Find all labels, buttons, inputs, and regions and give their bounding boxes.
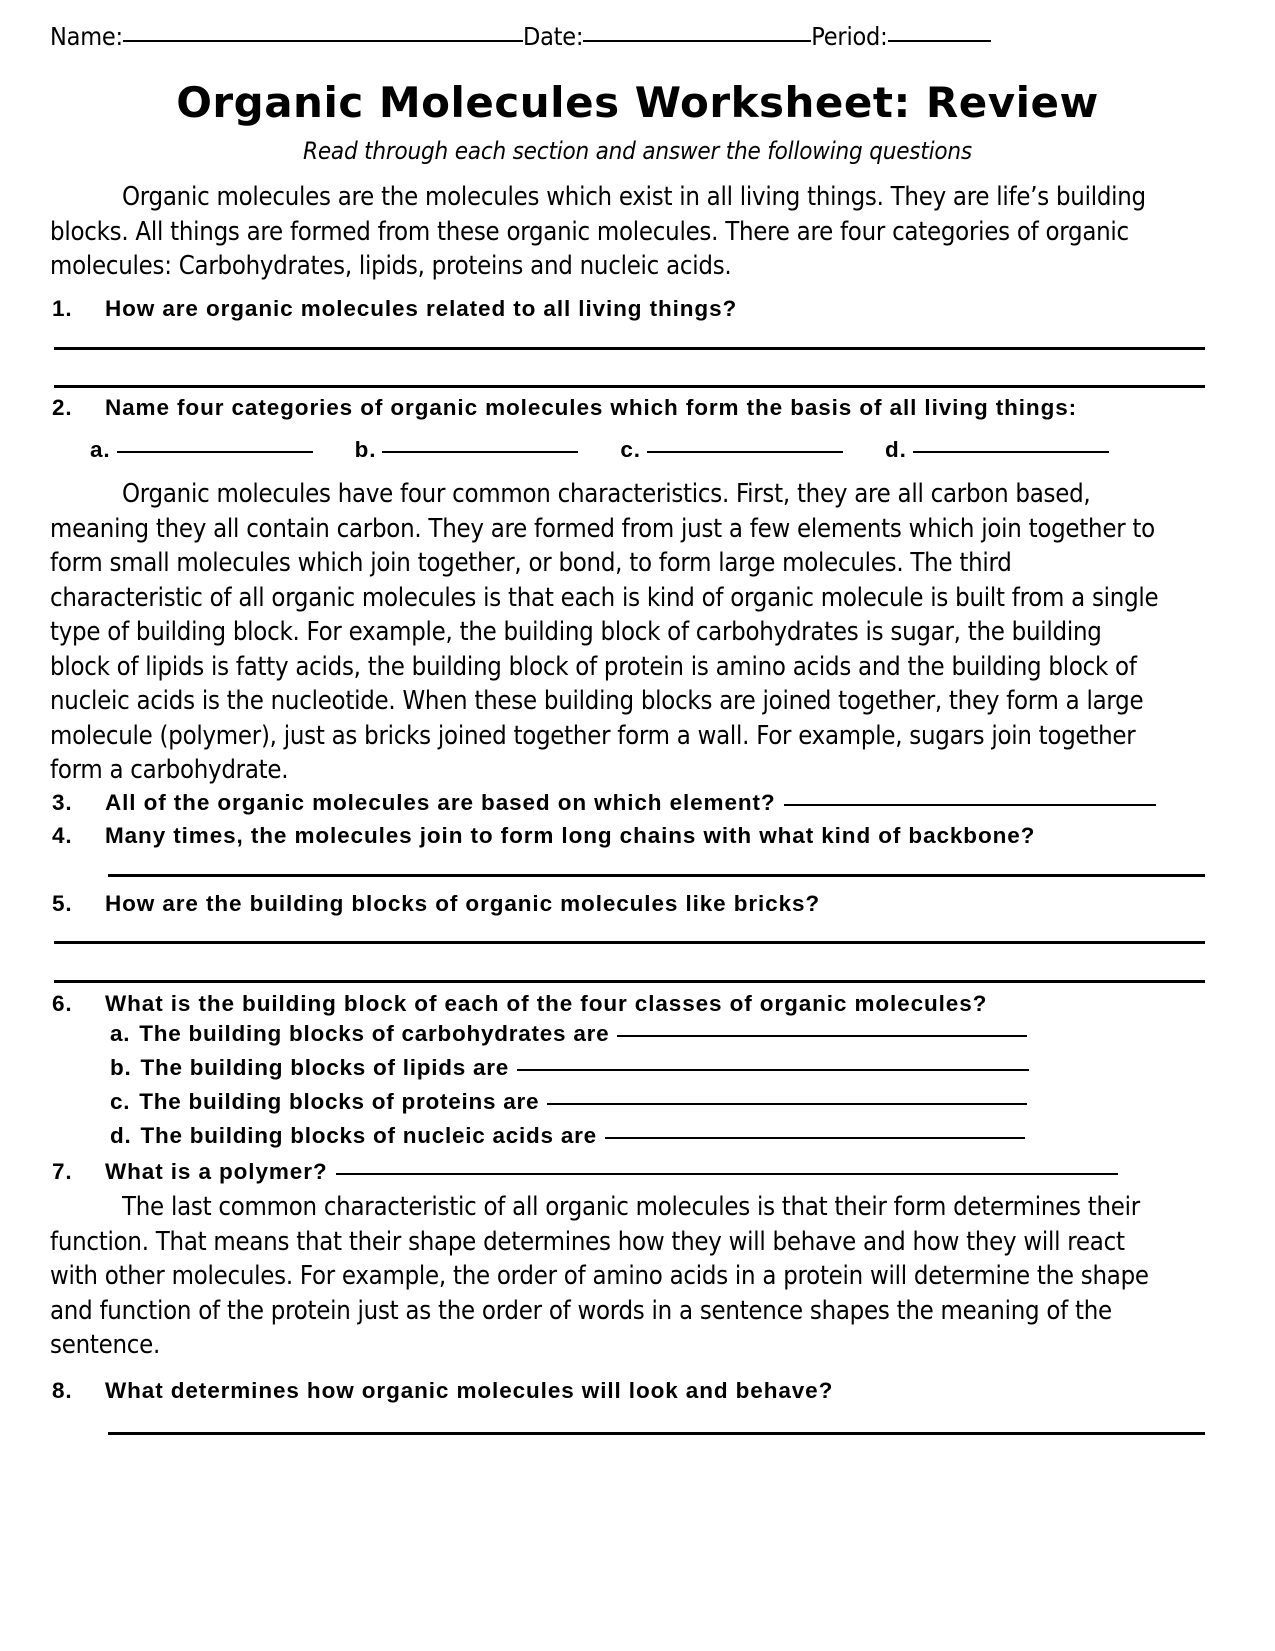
question-2-option-d-label: d. [884,437,907,462]
question-5-answer-line-2[interactable] [54,980,1205,983]
question-3-answer-blank[interactable] [784,803,1156,806]
question-2-option-c [620,437,843,463]
question-5-answer-line-1[interactable] [54,941,1205,944]
question-2-option-b [355,437,579,463]
period-label: Period: [811,22,888,51]
question-1-text: How are organic molecules related to all living things? [105,296,738,321]
question-5 [52,887,820,920]
period-blank-field[interactable] [888,39,991,42]
question-8 [52,1374,833,1407]
name-blank-field[interactable] [123,39,523,42]
question-6-subitem-a-text: The building blocks of carbohydrates are [139,1021,610,1046]
question-7-text: What is a polymer? [105,1159,328,1184]
question-6-subitem-b-blank[interactable] [517,1068,1029,1071]
student-info-header [50,22,1210,51]
question-4-text: Many times, the molecules join to form long chains with what kind of backbone? [105,823,1036,848]
question-6-subitem-b-text: The building blocks of lipids are [140,1055,510,1080]
date-blank-field[interactable] [583,39,811,42]
form-function-paragraph [50,1190,1160,1363]
question-8-text: What determines how organic molecules will look and behave? [105,1378,834,1403]
question-1-number: 1. [52,296,73,321]
question-2-option-c-label: c. [620,437,641,462]
question-6-subitem-c [110,1089,1027,1115]
question-6-subitem-a-blank[interactable] [617,1034,1027,1037]
question-6-subitem-c-label: c. [110,1089,131,1114]
page-subtitle: Read through each section and answer the following questions [303,137,972,165]
question-2-text: Name four categories of organic molecules which form the basis of all living things: [105,395,1078,420]
question-2-options-row [90,437,1210,463]
question-2-option-d [885,437,1109,463]
question-2-option-d-blank[interactable] [913,450,1109,453]
question-1-answer-line-2[interactable] [54,385,1205,388]
question-4-answer-line[interactable] [108,874,1205,877]
question-5-number: 5. [52,891,73,916]
characteristics-paragraph-text: Organic molecules have four common characteristics. First, they are all carbon based, meaning they all contain carbon. They are formed from just a few elements which join together to form small molecules which join together, or bond, to form large molecules. The third characteristic of all organic molecules is that each is kind of organic molecule is built from a single type of building block. For example, the building block of carbohydrates is sugar, the building block of lipids is fatty acids, the building block of protein is amino acids and the building block of nucleic acids is the nucleotide. When these building blocks are joined together, they form a large molecule (polymer), just as bricks joined together form a wall. For example, sugars join together form a carbohydrate. [50,479,1159,785]
characteristics-paragraph [50,477,1165,788]
question-3-number: 3. [52,790,73,815]
question-6-subitem-d-text: The building blocks of nucleic acids are [140,1123,597,1148]
question-3-text: All of the organic molecules are based on which element? [105,790,776,815]
question-4 [52,819,1035,852]
question-6-subitem-d [110,1123,1025,1149]
question-2-option-c-blank[interactable] [647,450,843,453]
form-function-paragraph-text: The last common characteristic of all organic molecules is that their form determines their function. That means that their shape determines how they will behave and how they will react with other molecules. For example, the order of amino acids in a protein will determine the shape and function of the protein just as the order of words in a sentence shapes the meaning of the sentence. [50,1192,1149,1360]
question-2-option-a-blank[interactable] [117,450,313,453]
intro-paragraph [50,180,1155,284]
question-2-option-a-label: a. [90,437,111,462]
question-6-subitem-d-label: d. [110,1123,132,1148]
question-6-number: 6. [52,991,73,1016]
name-label: Name: [50,22,123,51]
question-8-number: 8. [52,1378,73,1403]
question-7 [52,1155,1118,1188]
question-3 [52,786,1156,819]
date-label: Date: [522,22,584,51]
question-4-number: 4. [52,823,73,848]
question-2-number: 2. [52,395,73,420]
question-5-text: How are the building blocks of organic molecules like bricks? [105,891,821,916]
question-2-option-b-label: b. [354,437,377,462]
question-1-answer-line-1[interactable] [54,347,1205,350]
page-title: Organic Molecules Worksheet: Review [176,78,1099,127]
question-6-subitem-d-blank[interactable] [605,1136,1025,1139]
question-2 [52,391,1077,424]
question-2-option-a [90,437,313,463]
question-6-subitem-c-text: The building blocks of proteins are [139,1089,540,1114]
question-6-text: What is the building block of each of the four classes of organic molecules? [105,991,988,1016]
question-6-subitem-b-label: b. [110,1055,132,1080]
question-2-option-b-blank[interactable] [382,450,578,453]
question-6-subitem-c-blank[interactable] [547,1102,1027,1105]
intro-paragraph-text: Organic molecules are the molecules which exist in all living things. They are life’s building blocks. All things are formed from these organic molecules. There are four categories of organic molecules: Carbohydrates, lipids, proteins and nucleic acids. [50,182,1146,281]
question-6 [52,987,987,1020]
question-8-answer-line[interactable] [108,1432,1205,1435]
question-7-number: 7. [52,1159,73,1184]
question-6-subitem-a-label: a. [110,1021,131,1046]
question-6-subitem-a [110,1021,1027,1047]
question-1 [52,292,737,325]
question-7-answer-blank[interactable] [336,1172,1118,1175]
question-6-subitem-b [110,1055,1029,1081]
